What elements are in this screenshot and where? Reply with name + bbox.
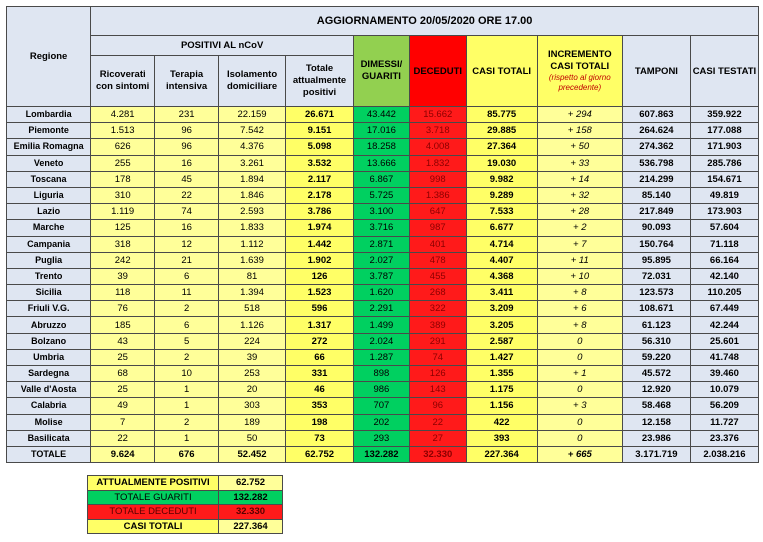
totale-positivi-cell: 596: [286, 301, 354, 317]
region-cell: Sardegna: [7, 366, 91, 382]
summary-deceduti-label: TOTALE DECEDUTI: [88, 505, 219, 520]
incremento-cell: + 10: [537, 268, 622, 284]
dimessi-cell: 707: [354, 398, 410, 414]
incremento-cell: + 3: [537, 398, 622, 414]
incremento-cell: 0: [537, 430, 622, 446]
ricoverati-cell: 22: [91, 430, 155, 446]
totale-positivi-cell: 272: [286, 333, 354, 349]
tamponi-cell: 12.158: [622, 414, 690, 430]
isolamento-cell: 303: [219, 398, 286, 414]
casi-testati-header: CASI TESTATI: [690, 36, 758, 107]
table-row: [7, 285, 759, 301]
totale-positivi-cell: 1.317: [286, 317, 354, 333]
terapia-cell: 96: [155, 139, 219, 155]
totale-positivi-cell: 353: [286, 398, 354, 414]
terapia-cell: 10: [155, 366, 219, 382]
table-row: [7, 155, 759, 171]
deceduti-cell: 1.832: [409, 155, 466, 171]
totale-positivi-cell: 331: [286, 366, 354, 382]
region-cell: Toscana: [7, 171, 91, 187]
ricoverati-cell: 68: [91, 366, 155, 382]
deceduti-cell: 3.718: [409, 123, 466, 139]
incremento-title: INCREMENTO CASI TOTALI: [547, 49, 612, 72]
tamponi-header: TAMPONI: [622, 36, 690, 107]
totale-positivi-cell: 5.098: [286, 139, 354, 155]
dimessi-cell: 3.716: [354, 220, 410, 236]
casi-totali-cell: 4.368: [466, 268, 537, 284]
deceduti-cell: 998: [409, 171, 466, 187]
deceduti-cell: 96: [409, 398, 466, 414]
ricoverati-cell: 310: [91, 187, 155, 203]
terapia-cell: 6: [155, 268, 219, 284]
summary-casi-label: CASI TOTALI: [88, 519, 219, 534]
ricoverati-cell: 4.281: [91, 107, 155, 123]
incremento-cell: 0: [537, 333, 622, 349]
casi-totali-cell: 393: [466, 430, 537, 446]
deceduti-cell: 455: [409, 268, 466, 284]
region-cell: Veneto: [7, 155, 91, 171]
casi-testati-cell: 177.088: [690, 123, 758, 139]
terapia-cell: 45: [155, 171, 219, 187]
deceduti-cell: 268: [409, 285, 466, 301]
casi-totali-cell: 1.427: [466, 349, 537, 365]
dimessi-cell: 2.291: [354, 301, 410, 317]
region-cell: Trento: [7, 268, 91, 284]
isolamento-cell: 39: [219, 349, 286, 365]
summary-casi-value: 227.364: [219, 519, 283, 534]
tamponi-cell: 274.362: [622, 139, 690, 155]
incremento-cell: + 7: [537, 236, 622, 252]
isolamento-cell: 1.894: [219, 171, 286, 187]
totale-positivi-cell: 2.117: [286, 171, 354, 187]
dimessi-cell: 1.620: [354, 285, 410, 301]
region-cell: Basilicata: [7, 430, 91, 446]
isolamento-cell: 20: [219, 382, 286, 398]
isolamento-cell: 189: [219, 414, 286, 430]
dimessi-cell: 1.499: [354, 317, 410, 333]
table-row: [7, 349, 759, 365]
terapia-cell: 2: [155, 349, 219, 365]
incremento-cell: + 158: [537, 123, 622, 139]
terapia-cell: 1: [155, 398, 219, 414]
tamponi-cell: 58.468: [622, 398, 690, 414]
summary-guariti-label: TOTALE GUARITI: [88, 490, 219, 505]
tamponi-cell: 95.895: [622, 252, 690, 268]
table-row: [7, 123, 759, 139]
ricoverati-cell: 318: [91, 236, 155, 252]
terapia-cell: 1: [155, 430, 219, 446]
casi-totali-cell: 1.355: [466, 366, 537, 382]
ricoverati-cell: 118: [91, 285, 155, 301]
deceduti-cell: 27: [409, 430, 466, 446]
summary-positivi-value: 62.752: [219, 476, 283, 491]
dimessi-cell: 2.871: [354, 236, 410, 252]
incremento-note: (rispetto al giorno precedente): [548, 73, 611, 92]
terapia-cell: 231: [155, 107, 219, 123]
region-cell: Sicilia: [7, 285, 91, 301]
incremento-cell: 0: [537, 349, 622, 365]
tamponi-cell: 90.093: [622, 220, 690, 236]
casi-testati-cell: 25.601: [690, 333, 758, 349]
region-cell: Lombardia: [7, 107, 91, 123]
casi-testati-cell: 66.164: [690, 252, 758, 268]
region-cell: Campania: [7, 236, 91, 252]
totale-positivi-cell: 46: [286, 382, 354, 398]
incremento-cell: + 11: [537, 252, 622, 268]
summary-deceduti-value: 32.330: [219, 505, 283, 520]
terapia-cell: 5: [155, 333, 219, 349]
casi-testati-cell: 110.205: [690, 285, 758, 301]
summary-guariti-value: 132.282: [219, 490, 283, 505]
table-row: [7, 333, 759, 349]
casi-totali-cell: 2.587: [466, 333, 537, 349]
casi-totali-cell: 29.885: [466, 123, 537, 139]
ricoverati-cell: 25: [91, 349, 155, 365]
region-cell: Puglia: [7, 252, 91, 268]
dimessi-cell: 6.867: [354, 171, 410, 187]
isolamento-cell: 1.112: [219, 236, 286, 252]
totale-positivi-cell: 1.442: [286, 236, 354, 252]
region-cell: Lazio: [7, 204, 91, 220]
dimessi-cell: 1.287: [354, 349, 410, 365]
casi-testati-cell: 171.903: [690, 139, 758, 155]
isolamento-cell: 7.542: [219, 123, 286, 139]
terapia-cell: 12: [155, 236, 219, 252]
ricoverati-cell: 39: [91, 268, 155, 284]
terapia-cell: 11: [155, 285, 219, 301]
totale-positivi-cell: 3.786: [286, 204, 354, 220]
table-row: [7, 268, 759, 284]
terapia-cell: 21: [155, 252, 219, 268]
summary-table: [87, 475, 283, 534]
isolamento-cell: 1.846: [219, 187, 286, 203]
region-cell: Piemonte: [7, 123, 91, 139]
casi-testati-cell: 57.604: [690, 220, 758, 236]
casi-testati-cell: 56.209: [690, 398, 758, 414]
dimessi-cell: 898: [354, 366, 410, 382]
tamponi-cell: 123.573: [622, 285, 690, 301]
incremento-cell: + 1: [537, 366, 622, 382]
casi-testati-cell: 23.376: [690, 430, 758, 446]
tamponi-cell: 45.572: [622, 366, 690, 382]
table-row: [7, 301, 759, 317]
ricoverati-cell: 25: [91, 382, 155, 398]
casi-totali-header: CASI TOTALI: [466, 36, 537, 107]
casi-totali-cell: 3.205: [466, 317, 537, 333]
dimessi-cell: 18.258: [354, 139, 410, 155]
isolamento-cell: 22.159: [219, 107, 286, 123]
casi-testati-cell: 2.038.216: [690, 446, 758, 462]
deceduti-cell: 22: [409, 414, 466, 430]
ricoverati-header: Ricoverati con sintomi: [91, 56, 155, 107]
totale-positivi-cell: 9.151: [286, 123, 354, 139]
table-row: [7, 366, 759, 382]
isolamento-header: Isolamento domiciliare: [219, 56, 286, 107]
casi-totali-cell: 19.030: [466, 155, 537, 171]
tamponi-cell: 108.671: [622, 301, 690, 317]
terapia-cell: 2: [155, 414, 219, 430]
dimessi-cell: 17.016: [354, 123, 410, 139]
isolamento-cell: 2.593: [219, 204, 286, 220]
totale-positivi-cell: 1.974: [286, 220, 354, 236]
casi-testati-cell: 11.727: [690, 414, 758, 430]
ricoverati-cell: 178: [91, 171, 155, 187]
casi-totali-cell: 9.289: [466, 187, 537, 203]
region-cell: Abruzzo: [7, 317, 91, 333]
covid-data-table: [6, 6, 759, 463]
ricoverati-cell: 76: [91, 301, 155, 317]
casi-testati-cell: 67.449: [690, 301, 758, 317]
totale-positivi-cell: 73: [286, 430, 354, 446]
update-title: AGGIORNAMENTO 20/05/2020 ORE 17.00: [91, 7, 759, 36]
casi-totali-cell: 422: [466, 414, 537, 430]
totale-positivi-cell: 1.902: [286, 252, 354, 268]
region-cell: TOTALE: [7, 446, 91, 462]
isolamento-cell: 1.126: [219, 317, 286, 333]
incremento-cell: + 294: [537, 107, 622, 123]
deceduti-cell: 143: [409, 382, 466, 398]
region-header: Regione: [7, 7, 91, 107]
ricoverati-cell: 626: [91, 139, 155, 155]
table-row: [7, 252, 759, 268]
region-cell: Calabria: [7, 398, 91, 414]
dimessi-cell: 3.100: [354, 204, 410, 220]
terapia-cell: 1: [155, 382, 219, 398]
positivi-group-header: POSITIVI AL nCoV: [91, 36, 354, 56]
ricoverati-cell: 49: [91, 398, 155, 414]
ricoverati-cell: 185: [91, 317, 155, 333]
casi-totali-cell: 85.775: [466, 107, 537, 123]
totale-positivi-cell: 3.532: [286, 155, 354, 171]
dimessi-cell: 2.027: [354, 252, 410, 268]
table-row: [7, 430, 759, 446]
tamponi-cell: 217.849: [622, 204, 690, 220]
totale-positivi-cell: 198: [286, 414, 354, 430]
dimessi-cell: 986: [354, 382, 410, 398]
terapia-cell: 16: [155, 155, 219, 171]
casi-testati-cell: 154.671: [690, 171, 758, 187]
tamponi-cell: 214.299: [622, 171, 690, 187]
incremento-cell: 0: [537, 382, 622, 398]
isolamento-cell: 3.261: [219, 155, 286, 171]
ricoverati-cell: 1.119: [91, 204, 155, 220]
casi-totali-cell: 3.209: [466, 301, 537, 317]
totale-positivi-cell: 1.523: [286, 285, 354, 301]
totale-positivi-cell: 26.671: [286, 107, 354, 123]
dimessi-cell: 3.787: [354, 268, 410, 284]
region-cell: Bolzano: [7, 333, 91, 349]
incremento-cell: + 28: [537, 204, 622, 220]
incremento-cell: + 665: [537, 446, 622, 462]
terapia-cell: 676: [155, 446, 219, 462]
isolamento-cell: 518: [219, 301, 286, 317]
table-row: [7, 171, 759, 187]
dimessi-cell: 5.725: [354, 187, 410, 203]
region-cell: Umbria: [7, 349, 91, 365]
ricoverati-cell: 255: [91, 155, 155, 171]
isolamento-cell: 4.376: [219, 139, 286, 155]
deceduti-cell: 126: [409, 366, 466, 382]
deceduti-header: DECEDUTI: [409, 36, 466, 107]
totale-positivi-cell: 126: [286, 268, 354, 284]
totals-row: [7, 446, 759, 462]
tamponi-cell: 536.798: [622, 155, 690, 171]
incremento-cell: + 2: [537, 220, 622, 236]
dimessi-cell: 293: [354, 430, 410, 446]
terapia-cell: 2: [155, 301, 219, 317]
region-cell: Marche: [7, 220, 91, 236]
dimessi-cell: 2.024: [354, 333, 410, 349]
tamponi-cell: 56.310: [622, 333, 690, 349]
casi-totali-cell: 4.407: [466, 252, 537, 268]
table-row: [7, 107, 759, 123]
incremento-cell: + 8: [537, 317, 622, 333]
terapia-cell: 6: [155, 317, 219, 333]
region-cell: Emilia Romagna: [7, 139, 91, 155]
summary-positivi-label: ATTUALMENTE POSITIVI: [88, 476, 219, 491]
table-row: [7, 382, 759, 398]
deceduti-cell: 987: [409, 220, 466, 236]
region-cell: Molise: [7, 414, 91, 430]
casi-totali-cell: 3.411: [466, 285, 537, 301]
incremento-cell: + 32: [537, 187, 622, 203]
terapia-cell: 74: [155, 204, 219, 220]
isolamento-cell: 50: [219, 430, 286, 446]
isolamento-cell: 1.639: [219, 252, 286, 268]
incremento-cell: + 14: [537, 171, 622, 187]
dimessi-cell: 132.282: [354, 446, 410, 462]
ricoverati-cell: 1.513: [91, 123, 155, 139]
tamponi-cell: 12.920: [622, 382, 690, 398]
tamponi-cell: 264.624: [622, 123, 690, 139]
table-row: [7, 236, 759, 252]
table-body: [7, 107, 759, 463]
casi-totali-cell: 1.175: [466, 382, 537, 398]
table-row: [7, 204, 759, 220]
deceduti-cell: 647: [409, 204, 466, 220]
incremento-cell: + 50: [537, 139, 622, 155]
tamponi-cell: 150.764: [622, 236, 690, 252]
casi-testati-cell: 41.748: [690, 349, 758, 365]
dimessi-cell: 43.442: [354, 107, 410, 123]
totale-positivi-cell: 66: [286, 349, 354, 365]
region-cell: Friuli V.G.: [7, 301, 91, 317]
incremento-cell: + 33: [537, 155, 622, 171]
tamponi-cell: 607.863: [622, 107, 690, 123]
deceduti-cell: 15.662: [409, 107, 466, 123]
isolamento-cell: 1.394: [219, 285, 286, 301]
incremento-cell: + 6: [537, 301, 622, 317]
terapia-cell: 96: [155, 123, 219, 139]
table-row: [7, 139, 759, 155]
casi-totali-cell: 6.677: [466, 220, 537, 236]
ricoverati-cell: 125: [91, 220, 155, 236]
totale-positivi-header: Totale attualmente positivi: [286, 56, 354, 107]
casi-testati-cell: 49.819: [690, 187, 758, 203]
deceduti-cell: 1.386: [409, 187, 466, 203]
deceduti-cell: 389: [409, 317, 466, 333]
casi-testati-cell: 10.079: [690, 382, 758, 398]
casi-testati-cell: 285.786: [690, 155, 758, 171]
casi-totali-cell: 7.533: [466, 204, 537, 220]
casi-testati-cell: 359.922: [690, 107, 758, 123]
casi-totali-cell: 4.714: [466, 236, 537, 252]
casi-totali-cell: 27.364: [466, 139, 537, 155]
dimessi-cell: 202: [354, 414, 410, 430]
isolamento-cell: 253: [219, 366, 286, 382]
tamponi-cell: 59.220: [622, 349, 690, 365]
region-cell: Liguria: [7, 187, 91, 203]
tamponi-cell: 61.123: [622, 317, 690, 333]
casi-testati-cell: 71.118: [690, 236, 758, 252]
isolamento-cell: 1.833: [219, 220, 286, 236]
deceduti-cell: 4.008: [409, 139, 466, 155]
deceduti-cell: 478: [409, 252, 466, 268]
incremento-cell: 0: [537, 414, 622, 430]
terapia-cell: 22: [155, 187, 219, 203]
tamponi-cell: 85.140: [622, 187, 690, 203]
table-row: [7, 414, 759, 430]
isolamento-cell: 224: [219, 333, 286, 349]
tamponi-cell: 3.171.719: [622, 446, 690, 462]
isolamento-cell: 81: [219, 268, 286, 284]
table-row: [7, 398, 759, 414]
casi-totali-cell: 1.156: [466, 398, 537, 414]
deceduti-cell: 322: [409, 301, 466, 317]
ricoverati-cell: 242: [91, 252, 155, 268]
incremento-cell: + 8: [537, 285, 622, 301]
ricoverati-cell: 43: [91, 333, 155, 349]
casi-testati-cell: 39.460: [690, 366, 758, 382]
ricoverati-cell: 9.624: [91, 446, 155, 462]
casi-testati-cell: 173.903: [690, 204, 758, 220]
dimessi-header: DIMESSI/ GUARITI: [354, 36, 410, 107]
dimessi-cell: 13.666: [354, 155, 410, 171]
table-row: [7, 220, 759, 236]
casi-testati-cell: 42.244: [690, 317, 758, 333]
ricoverati-cell: 7: [91, 414, 155, 430]
table-row: [7, 317, 759, 333]
tamponi-cell: 23.986: [622, 430, 690, 446]
casi-totali-cell: 227.364: [466, 446, 537, 462]
deceduti-cell: 32.330: [409, 446, 466, 462]
deceduti-cell: 291: [409, 333, 466, 349]
table-row: [7, 187, 759, 203]
tamponi-cell: 72.031: [622, 268, 690, 284]
casi-totali-cell: 9.982: [466, 171, 537, 187]
totale-positivi-cell: 62.752: [286, 446, 354, 462]
terapia-cell: 16: [155, 220, 219, 236]
totale-positivi-cell: 2.178: [286, 187, 354, 203]
deceduti-cell: 401: [409, 236, 466, 252]
region-cell: Valle d'Aosta: [7, 382, 91, 398]
deceduti-cell: 74: [409, 349, 466, 365]
casi-testati-cell: 42.140: [690, 268, 758, 284]
isolamento-cell: 52.452: [219, 446, 286, 462]
incremento-header: [537, 36, 622, 107]
terapia-header: Terapia intensiva: [155, 56, 219, 107]
